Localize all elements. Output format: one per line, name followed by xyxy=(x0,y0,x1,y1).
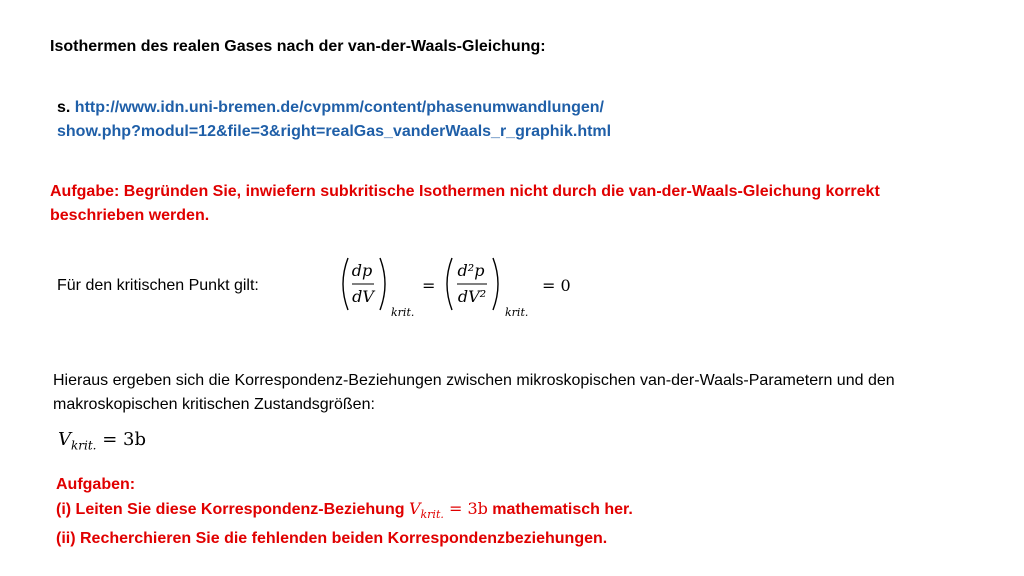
paren-right-1 xyxy=(380,258,385,310)
task-item-1 xyxy=(56,497,633,527)
page-title: Isothermen des realen Gases nach der van-der-Waals-Gleichung: xyxy=(50,38,546,55)
eq-sub2: krit. xyxy=(505,306,529,319)
task-item-1-prefix: (i) Leiten Sie diese Korrespondenz-Beziehung xyxy=(56,501,409,518)
vkrit-rhs: = 3b xyxy=(96,429,146,450)
vkrit-sub: krit. xyxy=(71,438,97,453)
critical-point-equation xyxy=(336,254,596,320)
eq-num1: dp xyxy=(351,261,373,280)
eq-equals: = xyxy=(422,276,436,295)
eq-sub1: krit. xyxy=(391,306,415,319)
task-justify: Aufgabe: Begründen Sie, inwiefern subkritische Isothermen nicht durch die van-der-Waals-Gleichung korrekt beschrieben werden. xyxy=(50,183,880,224)
tasks-block xyxy=(56,473,633,551)
task-item-1-math: $V_{krit.} = 3b$ xyxy=(408,499,488,522)
vkrit-var: V xyxy=(58,429,71,450)
reference-link-line1[interactable]: http://www.idn.uni-bremen.de/cvpmm/content/phasenumwandlungen/ xyxy=(74,99,604,116)
eq-den2: dV² xyxy=(457,287,487,306)
critical-point-label: Für den kritischen Punkt gilt: xyxy=(57,277,259,294)
vkrit-relation xyxy=(58,429,146,453)
paren-left-2 xyxy=(447,258,452,310)
reference-link-line2[interactable]: show.php?modul=12&file=3&right=realGas_vanderWaals_r_graphik.html xyxy=(57,123,612,140)
tasks-heading: Aufgaben: xyxy=(56,476,136,493)
paren-left-1 xyxy=(343,258,348,310)
eq-num2: d²p xyxy=(457,261,485,280)
task-item-2: (ii) Recherchieren Sie die fehlenden beiden Korrespondenzbeziehungen. xyxy=(56,530,608,548)
reference-block xyxy=(57,96,611,144)
eq-result: = 0 xyxy=(542,276,571,295)
correspondence-paragraph: Hieraus ergeben sich die Korrespondenz-Beziehungen zwischen mikroskopischen van-der-Waals-Parametern und den makroskopischen kritischen Zustandsgrößen: xyxy=(53,372,895,413)
reference-prefix: s. xyxy=(57,99,75,116)
task-item-1-suffix: mathematisch her. xyxy=(487,501,633,518)
eq-den1: dV xyxy=(352,287,374,306)
paren-right-2 xyxy=(493,258,498,310)
